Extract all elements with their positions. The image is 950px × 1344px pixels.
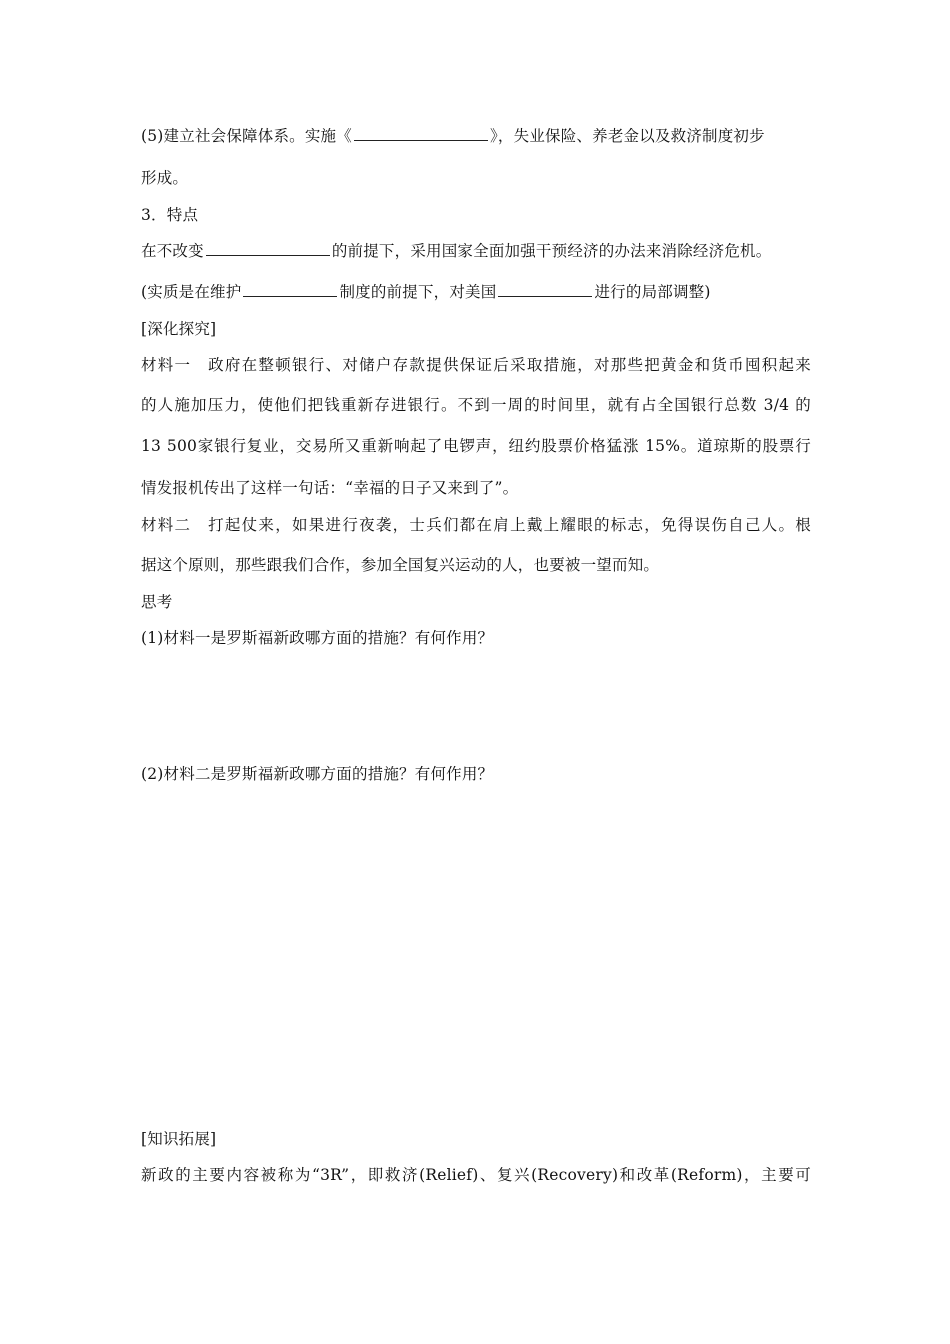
section3-line2 [141,280,811,304]
section3-line2-mid: 制度的前提下，对美国 [339,283,497,301]
answer-blank[interactable] [354,126,488,141]
section3-line2-suffix: 进行的局部调整) [594,283,711,301]
material2-line2: 据这个原则，那些跟我们合作，参加全国复兴运动的人，也要被一望而知。 [141,556,660,574]
item5-continuation: 形成。 [141,169,189,187]
material1-line1: 材料一 政府在整顿银行、对储户存款提供保证后采取措施，对那些把黄金和货币囤积起来 [141,356,811,374]
question-1: (1)材料一是罗斯福新政哪方面的措施？有何作用？ [141,629,494,647]
item5-prefix: (5)建立社会保障体系。实施《 [141,127,352,145]
item5-line [141,124,811,148]
section3-line2-prefix: (实质是在维护 [141,283,242,301]
question-2: (2)材料二是罗斯福新政哪方面的措施？有何作用？ [141,765,494,783]
explore-heading: [深化探究] [141,320,217,338]
answer-blank[interactable] [206,241,330,256]
answer-blank[interactable] [243,282,337,297]
material1-line3: 13 500家银行复业，交易所又重新响起了电锣声，纽约股票价格猛涨 15%。道琼斯的股票行 [141,437,811,455]
section3-line1 [141,239,811,263]
material2-line1: 材料二 打起仗来，如果进行夜袭，士兵们都在肩上戴上耀眼的标志，免得误伤自己人。根 [141,516,811,534]
material1-line4: 情发报机传出了这样一句话：“幸福的日子又来到了”。 [141,479,519,497]
item5-suffix: 》，失业保险、养老金以及救济制度初步 [489,127,765,145]
knowledge-line1: 新政的主要内容被称为“3R”，即救济(Relief)、复兴(Recovery)和改革(Reform)，主要可 [141,1166,811,1184]
answer-blank[interactable] [498,282,592,297]
section3-line1-suffix: 的前提下，采用国家全面加强干预经济的办法来消除经济危机。 [331,242,772,260]
knowledge-heading: [知识拓展] [141,1130,217,1148]
section3-line1-prefix: 在不改变 [141,242,204,260]
section3-heading: 3．特点 [141,206,199,224]
material1-line2: 的人施加压力，使他们把钱重新存进银行。不到一周的时间里，就有占全国银行总数 3/4 的 [141,396,811,414]
think-heading: 思考 [141,593,173,611]
